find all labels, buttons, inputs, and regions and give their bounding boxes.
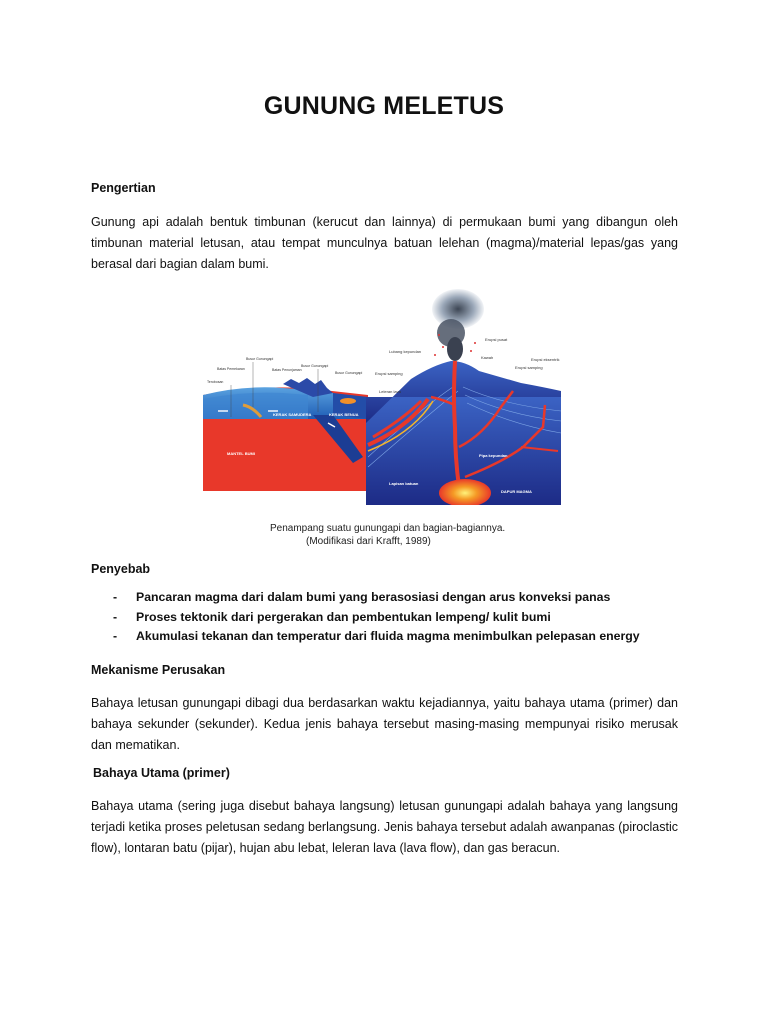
svg-text:Batas Penunjaman: Batas Penunjaman (272, 368, 302, 372)
svg-text:Lubang kepundan: Lubang kepundan (389, 349, 422, 354)
svg-text:Terobosan: Terobosan (207, 380, 224, 384)
paragraph-pengertian: Gunung api adalah bentuk timbunan (kerucut dan lainnya) di permukaan bumi yang dibangun oleh timbunan material letusan, atau tempat munculnya batuan lelehan (magma)/material lepas/gas yang berasal dari bagian dalam bumi. (91, 215, 678, 271)
list-item (91, 629, 691, 649)
svg-text:Pipa kepundan: Pipa kepundan (479, 453, 508, 458)
svg-text:Erupsi samping: Erupsi samping (375, 371, 403, 376)
list-item-text: Akumulasi tekanan dan temperatur dari fluida magma menimbulkan pelepasan energy (136, 629, 640, 643)
volcano-panel (366, 289, 561, 505)
bullet-dash: - (113, 609, 118, 624)
svg-text:Busur Gunungapi: Busur Gunungapi (301, 364, 329, 368)
heading-penyebab: Penyebab (91, 562, 151, 576)
svg-text:DAPUR MAGMA: DAPUR MAGMA (501, 489, 532, 494)
svg-text:KERAK BENUA: KERAK BENUA (329, 412, 359, 417)
figure-caption-line1: Penampang suatu gunungapi dan bagian-bagiannya. (270, 523, 506, 534)
list-item (91, 610, 691, 630)
svg-text:Leleran lava: Leleran lava (379, 389, 401, 394)
tectonic-plate-panel (203, 357, 368, 491)
list-item (91, 590, 691, 610)
penyebab-list (91, 590, 691, 649)
heading-bahaya-utama: Bahaya Utama (primer) (93, 766, 230, 780)
svg-text:Busur Gunungapi: Busur Gunungapi (335, 371, 363, 375)
svg-text:Busur Gunungapi: Busur Gunungapi (246, 357, 274, 361)
bullet-dash: - (113, 590, 118, 604)
paragraph-bahaya-utama: Bahaya utama (sering juga disebut bahaya langsung) letusan gunungapi adalah bahaya yang langsung terjadi ketika proses peletusan sedang berlangsung. Jenis bahaya tersebut adalah awanpanas (piroclastic flow), lontaran batu (pijar), hujan abu lebat, leleran lava (lava flow), dan gas beracun. (91, 799, 678, 855)
svg-text:Erupsi samping: Erupsi samping (515, 365, 543, 370)
figure-caption-line2: (Modifikasi dari Krafft, 1989) (306, 536, 431, 547)
bullet-dash: - (113, 629, 118, 643)
heading-pengertian: Pengertian (91, 181, 156, 195)
svg-text:Erupsi eksentrik: Erupsi eksentrik (531, 357, 560, 362)
figure-caption (270, 522, 510, 548)
volcano-cross-section-figure (203, 287, 578, 505)
heading-mekanisme-perusakan: Mekanisme Perusakan (91, 663, 226, 677)
volcano-illustration (203, 287, 578, 505)
svg-text:Lapisan batuan: Lapisan batuan (389, 481, 419, 486)
svg-text:Erupsi pusat: Erupsi pusat (485, 337, 508, 342)
list-item-text: Proses tektonik dari pergerakan dan pembentukan lempeng/ kulit bumi (136, 609, 551, 624)
svg-text:Batas Pemekaran: Batas Pemekaran (217, 367, 245, 371)
svg-text:MANTEL BUMI: MANTEL BUMI (227, 451, 255, 456)
svg-text:KERAK SAMUDERA: KERAK SAMUDERA (273, 412, 312, 417)
svg-text:Kawah: Kawah (481, 355, 494, 360)
list-item-text: Pancaran magma dari dalam bumi yang berasosiasi dengan arus konveksi panas (136, 590, 611, 604)
paragraph-mekanisme-perusakan: Bahaya letusan gunungapi dibagi dua berdasarkan waktu kejadiannya, yaitu bahaya utama (primer) dan bahaya sekunder (sekunder). Kedua jenis bahaya tersebut masing-masing mempunyai risiko merusak dan mematikan. (91, 696, 678, 752)
page-title: GUNUNG MELETUS (263, 92, 505, 120)
